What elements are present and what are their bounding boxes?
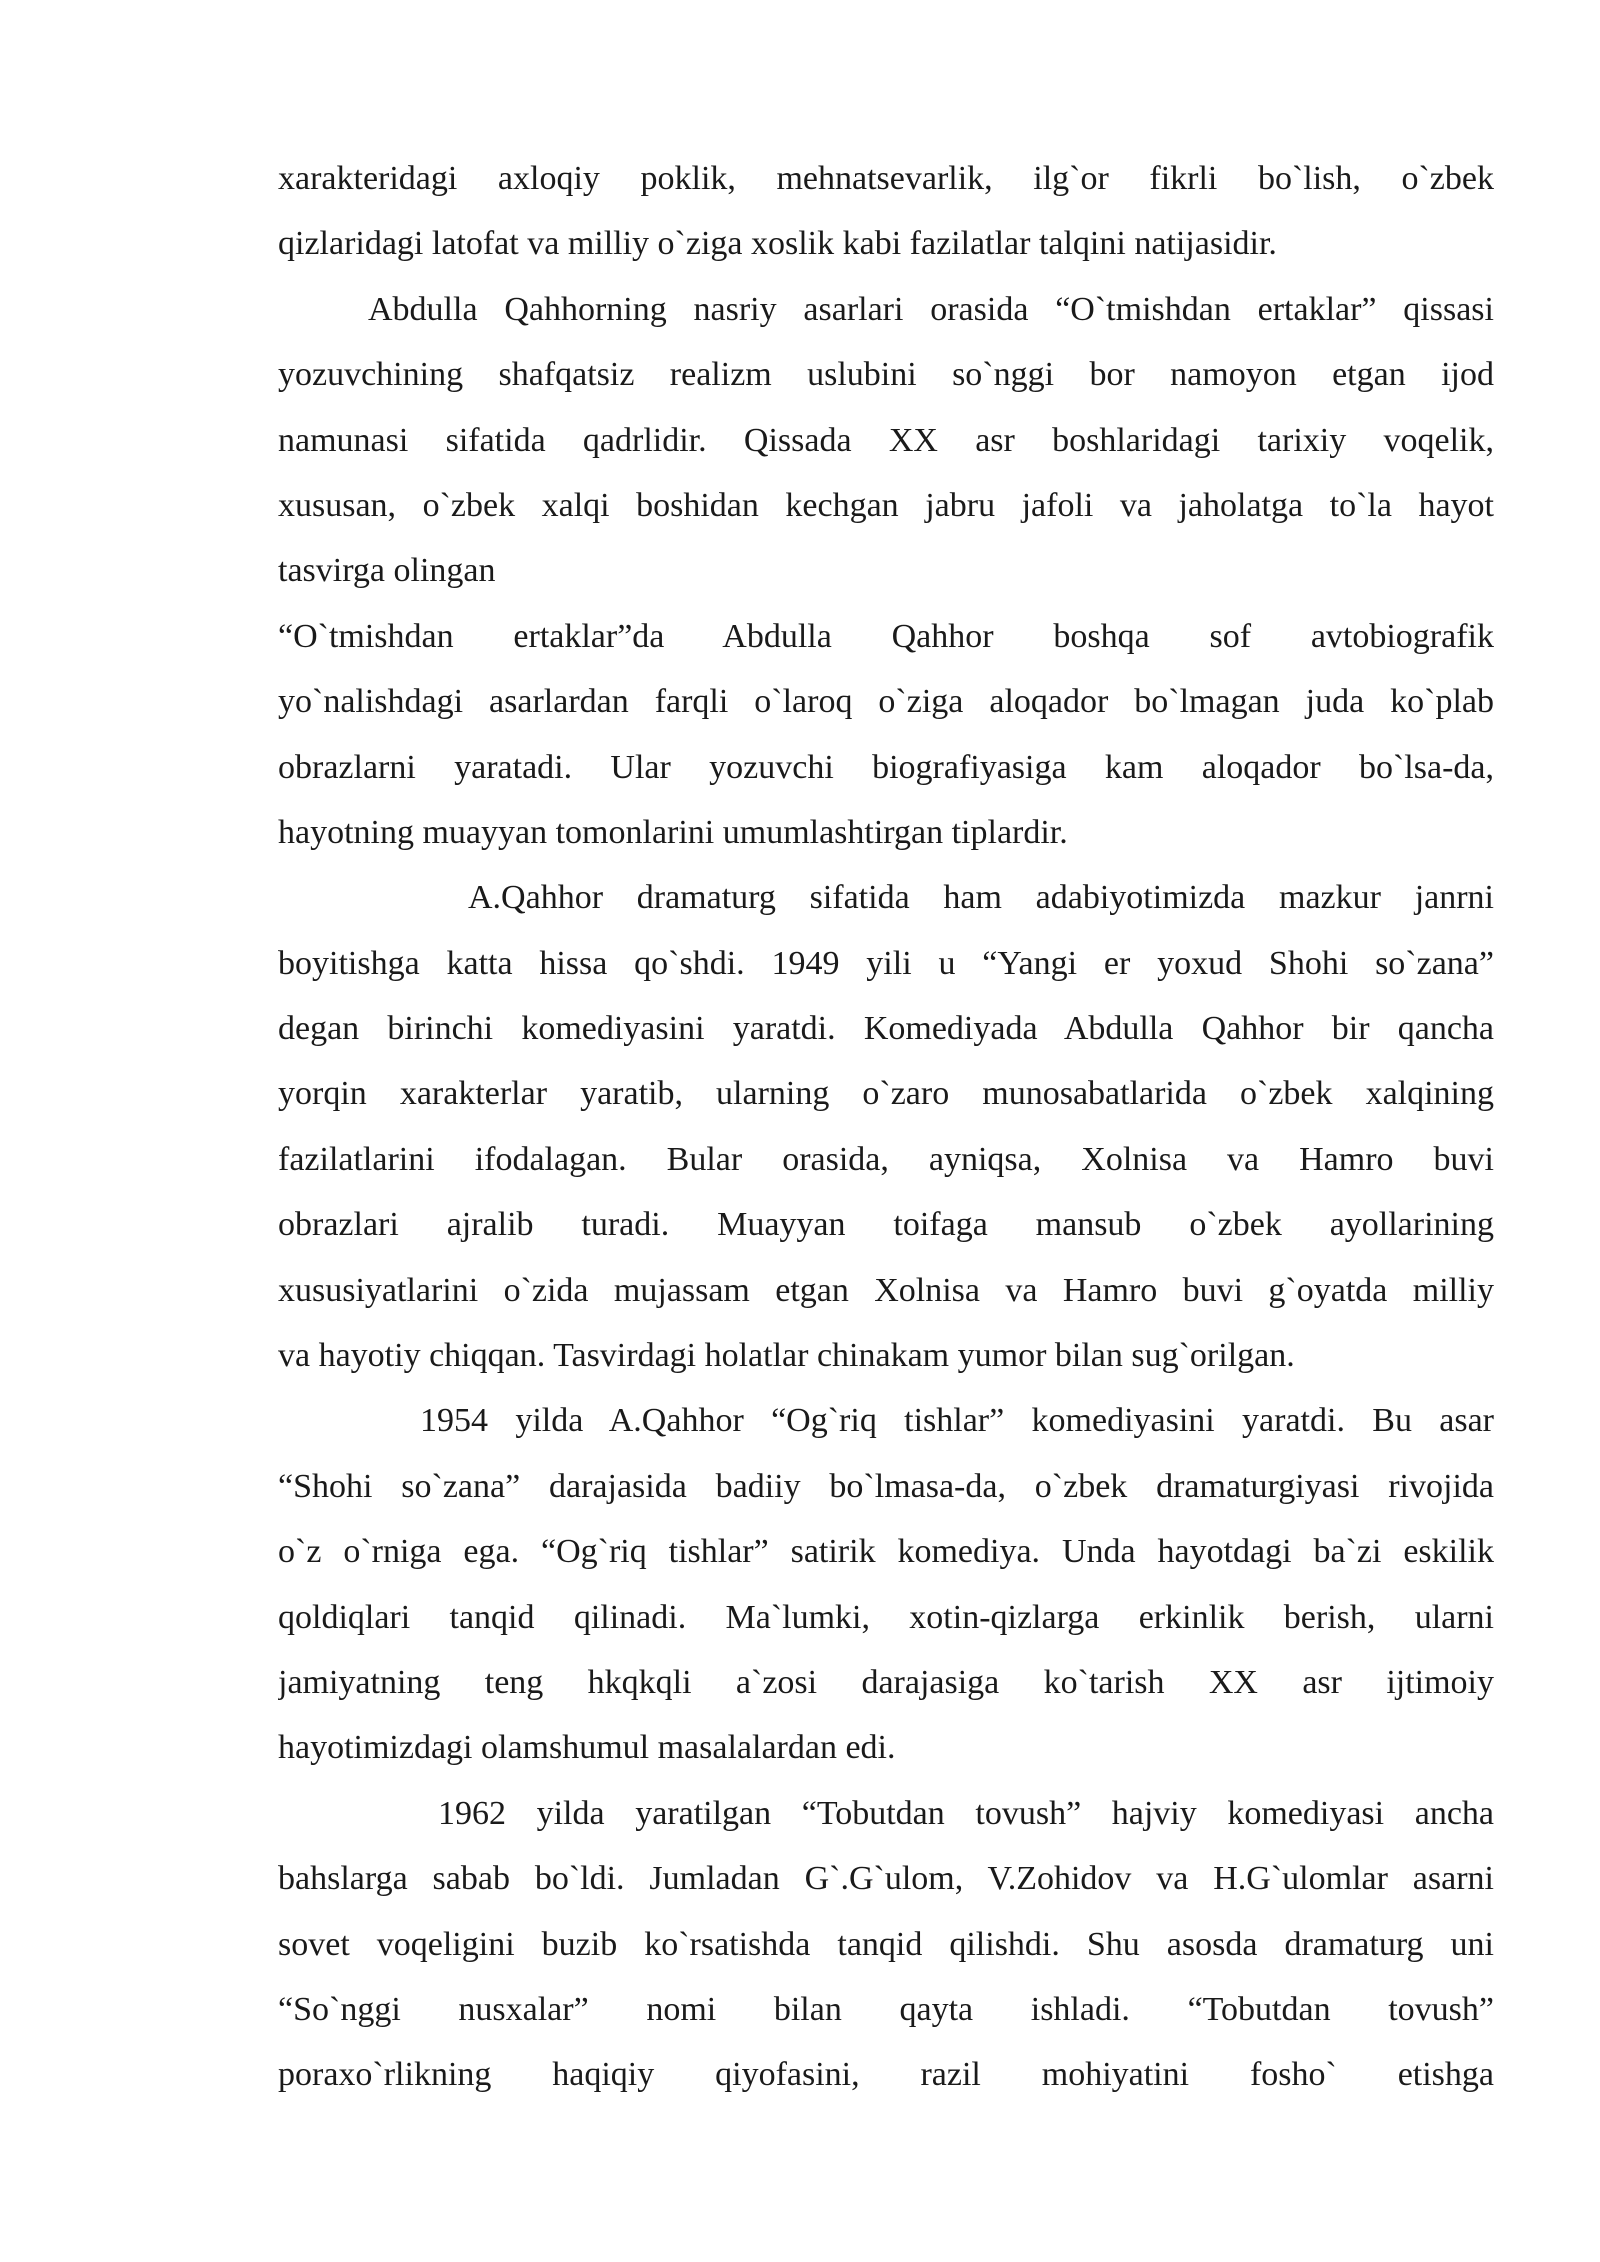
text-line: qizlaridagi latofat va milliy o`ziga xoslik kabi fazilatlar talqini natijasidir. — [278, 225, 1277, 263]
text-line: namunasi sifatida qadrlidir. Qissada XX asr boshlaridagi tarixiy voqelik, — [278, 421, 1494, 459]
paragraph-1 — [278, 146, 1494, 277]
paragraph-2 — [278, 277, 1494, 604]
text-line: fazilatlarini ifodalagan. Bular orasida, ayniqsa, Xolnisa va Hamro buvi — [278, 1140, 1494, 1178]
text-line: xususiyatlarini o`zida mujassam etgan Xolnisa va Hamro buvi g`oyatda milliy — [278, 1271, 1494, 1309]
text-line: 1962 yilda yaratilgan “Tobutdan tovush” hajviy komediyasi ancha — [438, 1794, 1494, 1832]
text-line: 1954 yilda A.Qahhor “Og`riq tishlar” komediyasini yaratdi. Bu asar — [420, 1402, 1494, 1440]
text-line: hayotimizdagi olamshumul masalalardan edi. — [278, 1729, 896, 1767]
text-line: Abdulla Qahhorning nasriy asarlari orasida “O`tmishdan ertaklar” qissasi — [368, 290, 1494, 328]
paragraph-4 — [278, 865, 1494, 1388]
text-line: sovet voqeligini buzib ko`rsatishda tanqid qilishdi. Shu asosda dramaturg uni — [278, 1925, 1494, 1963]
text-line: bahslarga sabab bo`ldi. Jumladan G`.G`ulom, V.Zohidov va H.G`ulomlar asarni — [278, 1860, 1494, 1898]
text-line: xarakteridagi axloqiy poklik, mehnatsevarlik, ilg`or fikrli bo`lish, o`zbek — [278, 160, 1494, 197]
text-line: xususan, o`zbek xalqi boshidan kechgan jabru jafoli va jaholatga to`la hayot — [278, 486, 1494, 524]
text-line: yorqin xarakterlar yaratib, ularning o`zaro munosabatlarida o`zbek xalqining — [278, 1075, 1494, 1113]
text-line: yo`nalishdagi asarlardan farqli o`laroq o`ziga aloqador bo`lmagan juda ko`plab — [278, 683, 1494, 721]
paragraph-5 — [278, 1388, 1494, 1780]
document-page — [278, 146, 1494, 2108]
text-line: va hayotiy chiqqan. Tasvirdagi holatlar chinakam yumor bilan sug`orilgan. — [278, 1337, 1295, 1375]
text-line: “O`tmishdan ertaklar”da Abdulla Qahhor boshqa sof avtobiografik — [278, 617, 1494, 655]
text-line: obrazlarni yaratadi. Ular yozuvchi biografiyasiga kam aloqador bo`lsa-da, — [278, 748, 1494, 786]
text-line: hayotning muayyan tomonlarini umumlashtirgan tiplardir. — [278, 813, 1068, 851]
text-line: obrazlari ajralib turadi. Muayyan toifaga mansub o`zbek ayollarining — [278, 1206, 1494, 1244]
text-line: poraxo`rlikning haqiqiy qiyofasini, razil mohiyatini fosho` etishga — [278, 2056, 1494, 2094]
text-line: jamiyatning teng hkqkqli a`zosi darajasiga ko`tarish XX asr ijtimoiy — [278, 1663, 1494, 1701]
text-line: “So`nggi nusxalar” nomi bilan qayta ishladi. “Tobutdan tovush” — [278, 1990, 1494, 2028]
paragraph-6 — [278, 1781, 1494, 2108]
text-line: degan birinchi komediyasini yaratdi. Komediyada Abdulla Qahhor bir qancha — [278, 1010, 1494, 1048]
text-line: o`z o`rniga ega. “Og`riq tishlar” satirik komediya. Unda hayotdagi ba`zi eskilik — [278, 1533, 1494, 1571]
text-line: tasvirga olingan — [278, 552, 496, 590]
paragraph-3 — [278, 604, 1494, 866]
text-line: boyitishga katta hissa qo`shdi. 1949 yili u “Yangi er yoxud Shohi so`zana” — [278, 944, 1494, 982]
text-line: qoldiqlari tanqid qilinadi. Ma`lumki, xotin-qizlarga erkinlik berish, ularni — [278, 1598, 1494, 1636]
text-line: A.Qahhor dramaturg sifatida ham adabiyotimizda mazkur janrni — [468, 879, 1494, 917]
text-line: yozuvchining shafqatsiz realizm uslubini so`nggi bor namoyon etgan ijod — [278, 356, 1494, 394]
text-line: “Shohi so`zana” darajasida badiiy bo`lmasa-da, o`zbek dramaturgiyasi rivojida — [278, 1467, 1494, 1505]
